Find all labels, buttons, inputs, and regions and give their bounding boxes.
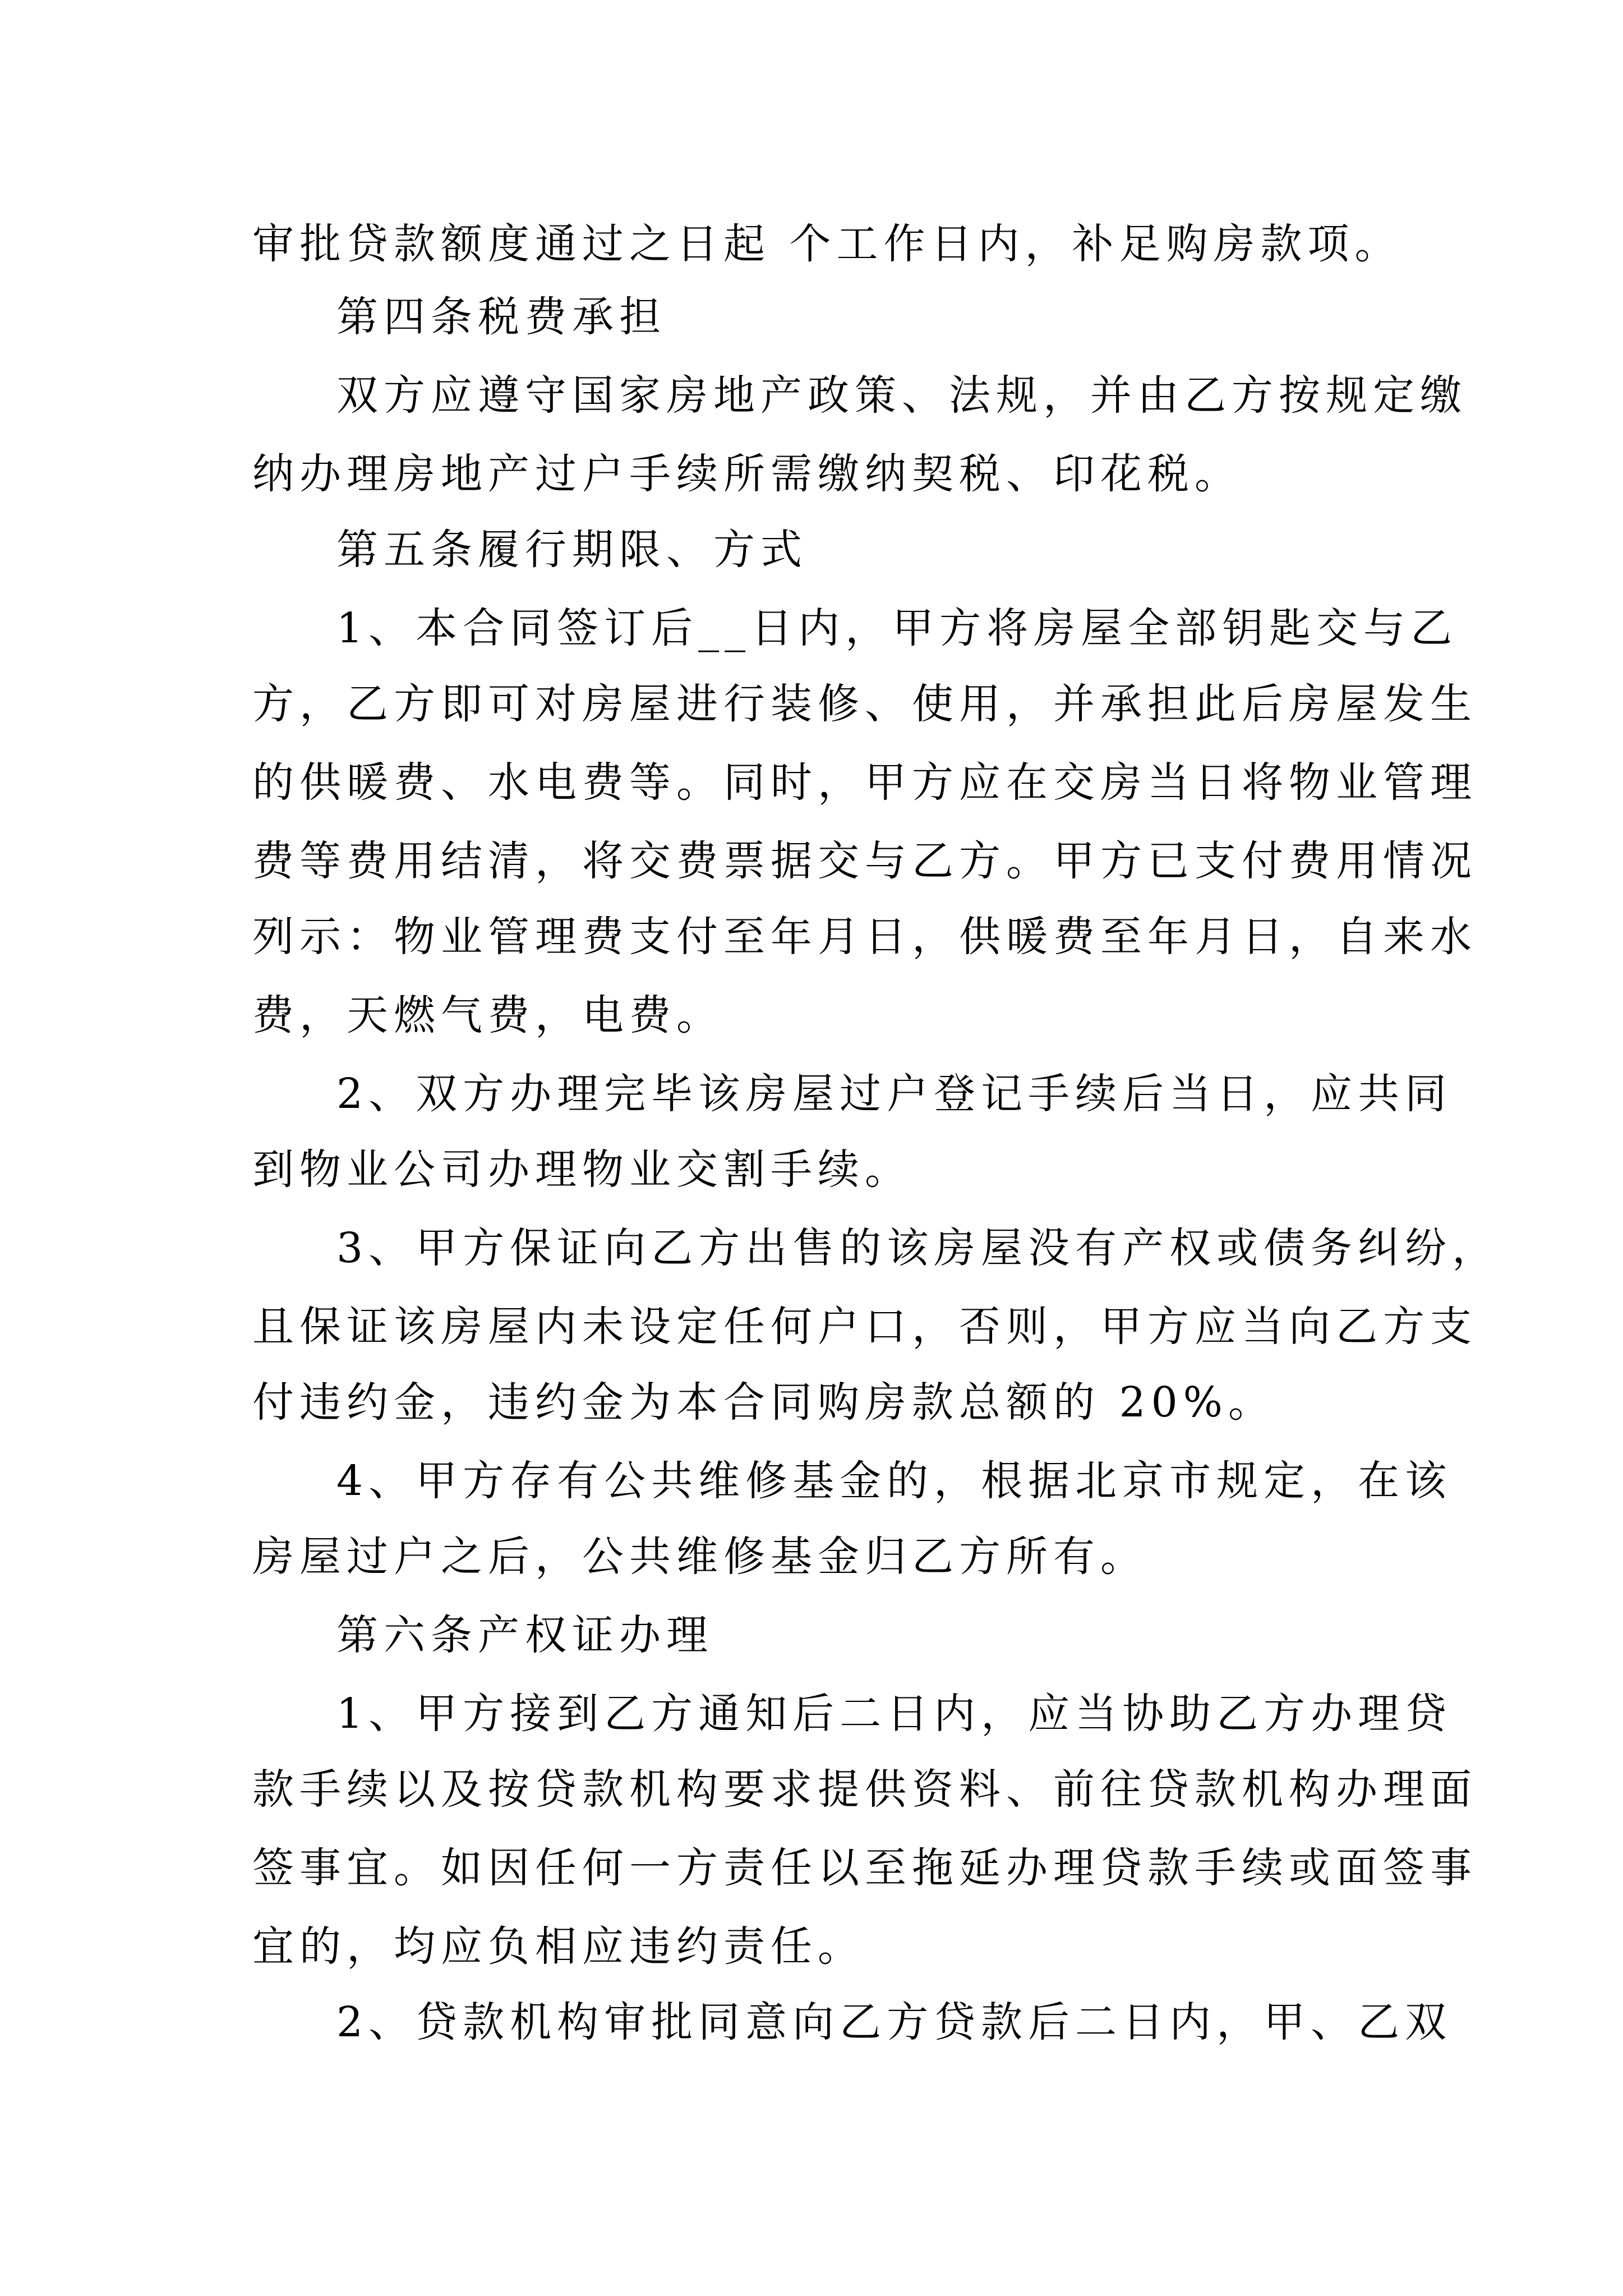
section-heading: 第四条税费承担 — [336, 293, 666, 341]
section-heading: 第五条履行期限、方式 — [336, 526, 808, 574]
text-line: 审批贷款额度通过之日起 个工作日内，补足购房款项。 — [252, 220, 1402, 268]
text-line: 4、甲方存有公共维修基金的，根据北京市规定，在该 — [336, 1457, 1453, 1505]
text-line: 且保证该房屋内未设定任何户口，否则，甲方应当向乙方支 — [252, 1303, 1477, 1351]
text-line: 的供暖费、水电费等。同时，甲方应在交房当日将物业管理 — [252, 758, 1477, 807]
text-line: 付违约金，违约金为本合同购房款总额的 20%。 — [252, 1378, 1275, 1427]
text-line: 1、本合同签订后__日内，甲方将房屋全部钥匙交与乙 — [336, 604, 1458, 652]
text-line: 宜的，均应负相应违约责任。 — [252, 1922, 865, 1971]
text-line: 房屋过户之后，公共维修基金归乙方所有。 — [252, 1533, 1147, 1581]
text-line: 2、双方办理完毕该房屋过户登记手续后当日，应共同 — [336, 1070, 1453, 1118]
section-heading: 第六条产权证办理 — [336, 1611, 713, 1659]
text-line: 列示：物业管理费支付至年月日，供暖费至年月日，自来水 — [252, 913, 1477, 961]
text-line: 方，乙方即可对房屋进行装修、使用，并承担此后房屋发生 — [252, 680, 1477, 728]
text-line: 1、甲方接到乙方通知后二日内，应当协助乙方办理贷 — [336, 1690, 1453, 1738]
text-line: 双方应遵守国家房地产政策、法规，并由乙方按规定缴 — [336, 371, 1467, 420]
text-line: 签事宜。如因任何一方责任以至拖延办理贷款手续或面签事 — [252, 1844, 1477, 1892]
text-line: 纳办理房地产过户手续所需缴纳契税、印花税。 — [252, 450, 1242, 498]
text-line: 费等费用结清，将交费票据交与乙方。甲方已支付费用情况 — [252, 837, 1477, 885]
text-line: 3、甲方保证向乙方出售的该房屋没有产权或债务纠纷， — [336, 1224, 1500, 1272]
text-line: 费，天燃气费，电费。 — [252, 991, 723, 1039]
text-line: 2、贷款机构审批同意向乙方贷款后二日内，甲、乙双 — [336, 1998, 1453, 2046]
text-line: 到物业公司办理物业交割手续。 — [252, 1145, 912, 1194]
text-line: 款手续以及按贷款机构要求提供资料、前往贷款机构办理面 — [252, 1765, 1477, 1814]
